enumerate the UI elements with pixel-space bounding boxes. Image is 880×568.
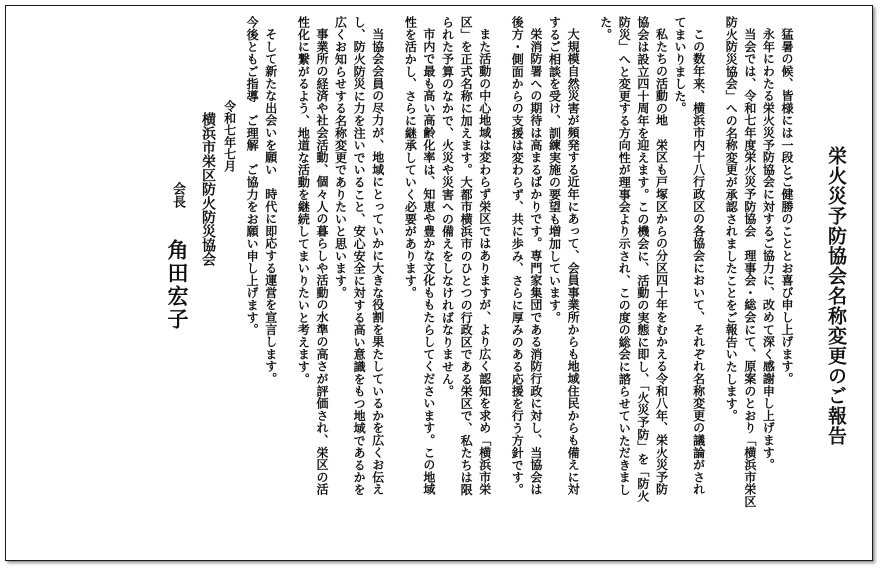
text-line: 栄消防署への期待は高まるばかりです。専門家集団である消防行政に対し、当協会は <box>528 28 543 496</box>
text-line: 猛暑の候、皆様には一段とご健勝のこととお喜び申し上げます。 <box>780 28 794 385</box>
document-body <box>162 16 856 556</box>
text-line: 市内で最も高い高齢化率は、知恵や豊かな文化ももたらしてくださいます。この地域 <box>421 28 436 496</box>
text-line: 後方・側面からの支援は変わらず、共に歩み、さらに厚みのある応援を行う方針です。 <box>510 16 525 496</box>
text-line: 今後ともご指導 ご理解 ご協力をお願い申し上げます。 <box>245 16 260 336</box>
text-line: 事業所の経済や社会活動、個々人の暮らしや活動の水準の高さが評価され、栄区の活 <box>314 28 329 496</box>
text-line: 大規模自然災害が頻発する近年にあって、会員事業所からも地域住民からも備えに対 <box>566 28 581 496</box>
paragraph-region <box>401 16 494 556</box>
text-line: られた予算のなかで、火災や災害への備えをしなければなりません。 <box>440 16 455 398</box>
organization-name: 横浜市栄区防火防災協会 <box>199 112 216 266</box>
text-line: 広くお知らせする名称変更でありたいと思います。 <box>333 16 348 299</box>
paragraph-members <box>294 16 387 556</box>
text-line: この数年来、横浜市内十八行政区の各協会において、それぞれ名称変更の議論がされ <box>691 28 706 496</box>
text-line: 当会では、令和七年度栄火災予防協会 理事会・総会にて、原案のとおり「横浜市栄区 <box>742 28 757 508</box>
text-line: 当協会会員の尽力が、地域にとっていかに大きな役割を果たしているかを広くお伝え <box>370 28 385 496</box>
document-date: 令和七年七月 <box>222 100 237 172</box>
text-line: し、防火防災に力を注いでいること、安心安全に対する高い意識をもつ地域であるかを <box>352 16 367 496</box>
signatory-name: 角田宏子 <box>164 239 189 331</box>
document-frame <box>5 5 873 561</box>
text-line: 性を活かし、さらに継承していく必要があります。 <box>403 16 418 299</box>
paragraph-disaster <box>508 16 582 556</box>
text-line: 永年にわたる栄火災予防協会に対するご協力に、改めて深く感謝申し上げます。 <box>761 28 776 471</box>
text-line: そして新たな出会いを願い 時代に即応する運営を宣言します。 <box>263 28 278 385</box>
text-line: するご相談を受け、訓練実施の要望も増加しています。 <box>547 16 562 324</box>
text-line: 防火防災協会」への名称変更が承認されましたことをご報告いたします。 <box>724 16 739 422</box>
text-line: 区」を正式名称に加えます。大都市横浜市のひとつの行政区である栄区で、私たちは限 <box>459 16 474 496</box>
text-line: 私たちの活動の地 栄区も戸塚区からの分区四十年をむかえる令和八年、栄火災予防 <box>654 28 669 496</box>
document-title: 栄火災予防協会名称変更のご報告 <box>825 146 847 446</box>
text-line: た。 <box>598 16 613 41</box>
paragraph-greeting <box>722 16 796 556</box>
signatory-role: 会長 <box>169 182 185 208</box>
paragraph-background <box>596 16 708 556</box>
text-line: 協会は設立四十周年を迎えます。この機会に、活動の実態に即し、「火災予防」を「防火 <box>635 16 650 502</box>
paragraph-closing <box>243 16 280 556</box>
signature-block <box>162 16 192 556</box>
text-line: てまいりました。 <box>673 16 688 115</box>
text-line: 防災」へと変更する方向性が理事会より示され、この度の総会に諮らせていただきまし <box>617 16 632 496</box>
text-line: また活動の中心地域は変わらず栄区ではありますが、より広く認知を求め「横浜市栄 <box>477 28 492 496</box>
text-line: 性化に繋がるよう、地道な活動を継続してまいりたいと考えます。 <box>296 16 311 385</box>
